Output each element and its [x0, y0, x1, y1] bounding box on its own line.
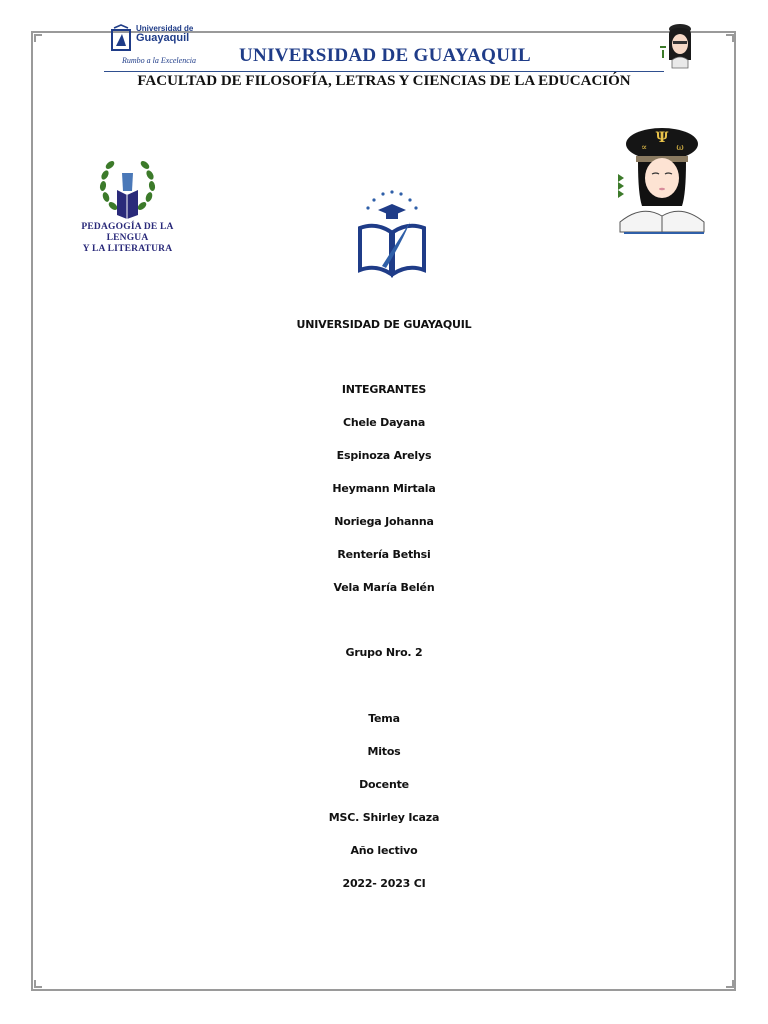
svg-text:ω: ω	[676, 143, 684, 153]
logo-line-1: Universidad de	[136, 24, 194, 33]
svg-text:Ψ: Ψ	[655, 130, 669, 146]
corner-mark-top-right	[726, 34, 734, 42]
member-item: Rentería Bethsi	[337, 548, 431, 561]
university-logo-text	[136, 24, 193, 44]
open-book-quill-icon	[352, 188, 432, 280]
svg-text:∝: ∝	[640, 143, 648, 153]
member-item: Noriega Johanna	[334, 515, 434, 528]
group-number: Grupo Nro. 2	[345, 646, 423, 659]
header-title: UNIVERSIDAD DE GUAYAQUIL	[239, 45, 531, 66]
university-name: UNIVERSIDAD DE GUAYAQUIL	[296, 318, 472, 331]
member-item: Chele Dayana	[342, 416, 426, 429]
header-rule	[104, 71, 664, 72]
teacher-label: Docente	[359, 778, 409, 791]
university-logo	[108, 22, 200, 70]
teacher-name: MSC. Shirley Icaza	[328, 811, 440, 824]
academic-year-label: Año lectivo	[350, 844, 418, 857]
corner-mark-top-left	[34, 34, 42, 42]
corner-mark-bottom-right	[726, 980, 734, 988]
member-item: Espinoza Arelys	[336, 449, 432, 462]
university-shield-icon	[108, 24, 134, 54]
academic-year-value: 2022- 2023 CI	[342, 877, 426, 890]
topic-label: Tema	[368, 712, 400, 725]
faculty-title: FACULTAD DE FILOSOFÍA, LETRAS Y CIENCIAS DE LA EDUCACIÓN	[137, 73, 631, 89]
member-item: Heymann Mirtala	[332, 482, 436, 495]
student-avatar-large-icon	[612, 124, 712, 234]
logo-line-2: Guayaquil	[136, 32, 190, 44]
pedagogia-line-2: Y LA LITERATURA	[82, 244, 173, 254]
members-heading: INTEGRANTES	[341, 383, 427, 396]
corner-mark-bottom-left	[34, 980, 42, 988]
student-avatar-small-icon	[656, 20, 700, 70]
laurel-book-icon	[60, 145, 195, 223]
pedagogia-line-1: PEDAGOGÍA DE LA LENGUA	[81, 222, 174, 243]
member-item: Vela María Belén	[333, 581, 435, 594]
topic-value: Mitos	[367, 745, 401, 758]
logo-motto: Rumbo a la Excelencia	[122, 56, 196, 65]
pedagogia-logo-text	[60, 222, 195, 255]
pedagogia-logo	[60, 145, 200, 255]
